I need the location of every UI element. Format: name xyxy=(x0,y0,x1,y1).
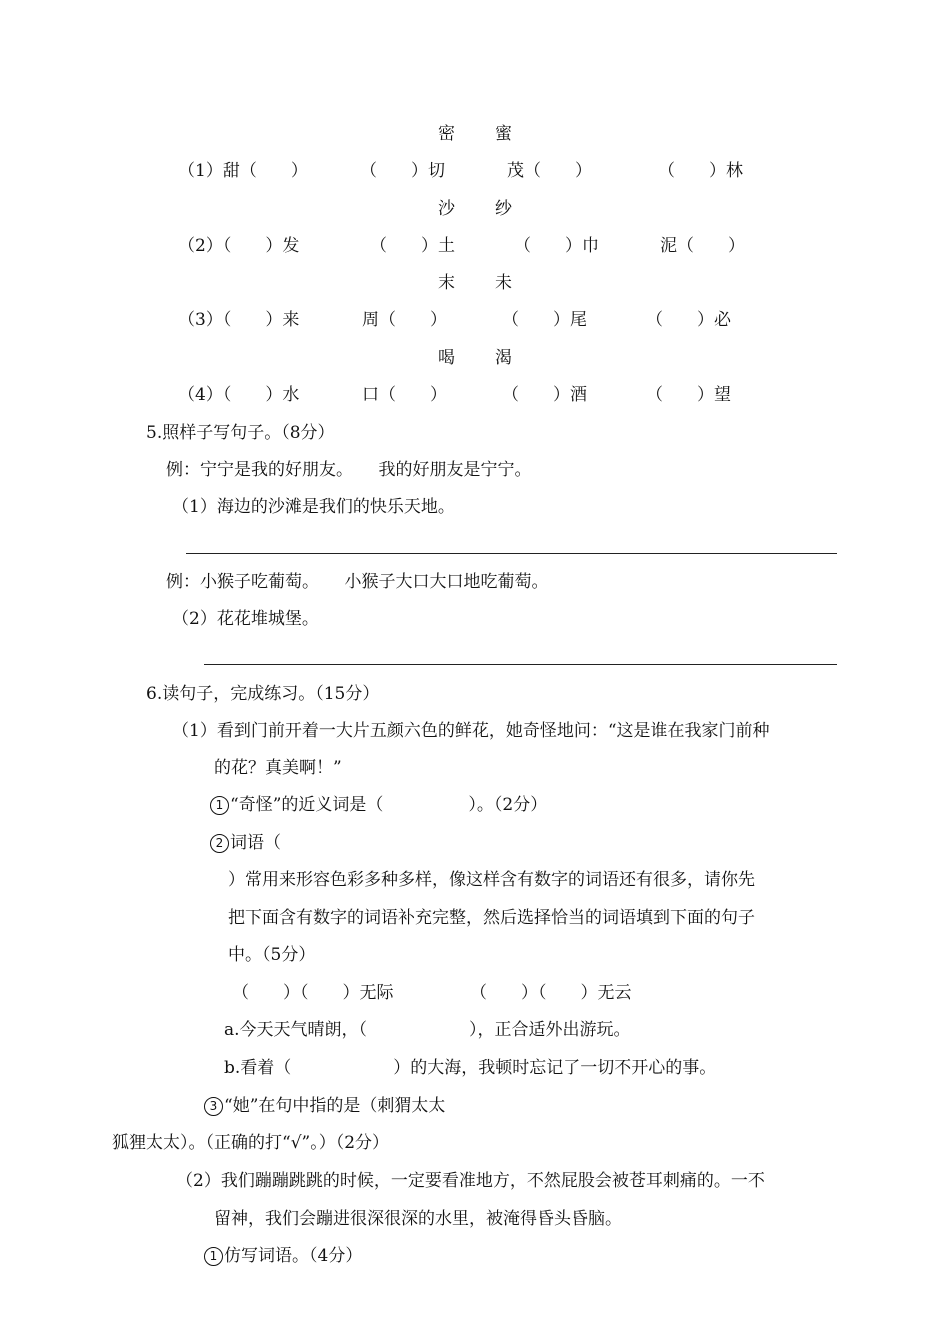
q6-passage-2-sub-1-text: 仿写词语。（4分） xyxy=(224,1246,363,1266)
q4-3-item-c: （ ）尾 xyxy=(502,310,587,330)
q4-2-item-b: （ ）土 xyxy=(370,236,455,256)
answer-line-2[interactable] xyxy=(204,664,837,665)
q4-2-item-d: 泥（ ） xyxy=(660,236,745,256)
q6-passage-1-line-2: 的花？真美啊！” xyxy=(214,758,342,778)
q6-sub-2-line-4: 中。（5分） xyxy=(228,945,316,965)
fill-sentence-b: b.看着（ ）的大海，我顿时忘记了一切不开心的事。 xyxy=(224,1058,717,1078)
q6-sub-1 xyxy=(210,794,547,816)
q4-4-item-d: （ ）望 xyxy=(646,385,731,405)
q5-example-2: 例：小猴子吃葡萄。 小猴子大口大口地吃葡萄。 xyxy=(166,572,549,592)
q4-1-item-c: 茂（ ） xyxy=(507,161,592,181)
q5-item-1: （1）海边的沙滩是我们的快乐天地。 xyxy=(172,497,455,517)
q4-3-item-a: （3）（ ）来 xyxy=(178,310,300,330)
q4-1-item-d: （ ）林 xyxy=(658,161,743,181)
q5-item-2: （2）花花堆城堡。 xyxy=(172,609,319,629)
pair-char-2a: 沙 xyxy=(438,199,455,219)
answer-line-1[interactable] xyxy=(186,553,837,554)
pair-char-2b: 纱 xyxy=(495,199,512,219)
q4-2-item-c: （ ）巾 xyxy=(514,236,599,256)
q4-3-item-b: 周（ ） xyxy=(362,310,447,330)
idiom-blanks-a: （ ）（ ）无际 xyxy=(232,983,394,1003)
fill-sentence-a: a.今天天气晴朗，（ ），正合适外出游玩。 xyxy=(224,1020,631,1040)
q6-title: 6.读句子，完成练习。（15分） xyxy=(146,684,380,704)
q6-sub-2-line-3: 把下面含有数字的词语补充完整，然后选择恰当的词语填到下面的句子 xyxy=(228,908,755,928)
pair-char-4b: 渴 xyxy=(495,348,512,368)
pair-char-3b: 未 xyxy=(495,273,512,293)
circled-number-1: 1 xyxy=(210,796,229,815)
q6-passage-1-line-1: （1）看到门前开着一大片五颜六色的鲜花，她奇怪地问：“这是谁在我家门前种 xyxy=(172,721,770,741)
q6-sub-3-line-2: 狐狸太太）。（正确的打“√”。）（2分） xyxy=(112,1133,390,1153)
q4-1-item-b: （ ）切 xyxy=(360,161,445,181)
q4-4-item-a: （4）（ ）水 xyxy=(178,385,300,405)
idiom-blanks-b: （ ）（ ）无云 xyxy=(470,983,632,1003)
q4-4-item-b: 口（ ） xyxy=(362,385,447,405)
q5-example-1: 例：宁宁是我的好朋友。 我的好朋友是宁宁。 xyxy=(166,460,532,480)
q6-passage-2-sub-1 xyxy=(204,1245,362,1267)
pair-char-1b: 蜜 xyxy=(495,124,512,144)
q4-4-item-c: （ ）酒 xyxy=(502,385,587,405)
q4-2-item-a: （2）（ ）发 xyxy=(178,236,300,256)
q6-sub-3 xyxy=(204,1095,445,1117)
q5-title: 5.照样子写句子。（8分） xyxy=(146,423,335,443)
circled-number-1b: 1 xyxy=(204,1247,223,1266)
circled-number-3: 3 xyxy=(204,1097,223,1116)
q6-sub-2-line-2: ）常用来形容色彩多种多样，像这样含有数字的词语还有很多，请你先 xyxy=(228,870,755,890)
pair-char-4a: 喝 xyxy=(438,348,455,368)
q4-1-item-a: （1）甜（ ） xyxy=(178,161,308,181)
pair-char-3a: 末 xyxy=(438,273,455,293)
circled-number-2: 2 xyxy=(210,834,229,853)
q6-sub-1-text: “奇怪”的近义词是（ ）。（2分） xyxy=(230,795,548,815)
q6-passage-2-line-1: （2）我们蹦蹦跳跳的时候，一定要看准地方，不然屁股会被苍耳刺痛的。一不 xyxy=(176,1171,765,1191)
pair-char-1a: 密 xyxy=(438,124,455,144)
q6-sub-3-text: “她”在句中指的是（刺猬太太 xyxy=(224,1096,446,1116)
q6-sub-2-text: 词语（ xyxy=(230,833,281,853)
q4-3-item-d: （ ）必 xyxy=(646,310,731,330)
q6-sub-2 xyxy=(210,832,281,854)
q6-passage-2-line-2: 留神，我们会蹦进很深很深的水里，被淹得昏头昏脑。 xyxy=(214,1209,622,1229)
